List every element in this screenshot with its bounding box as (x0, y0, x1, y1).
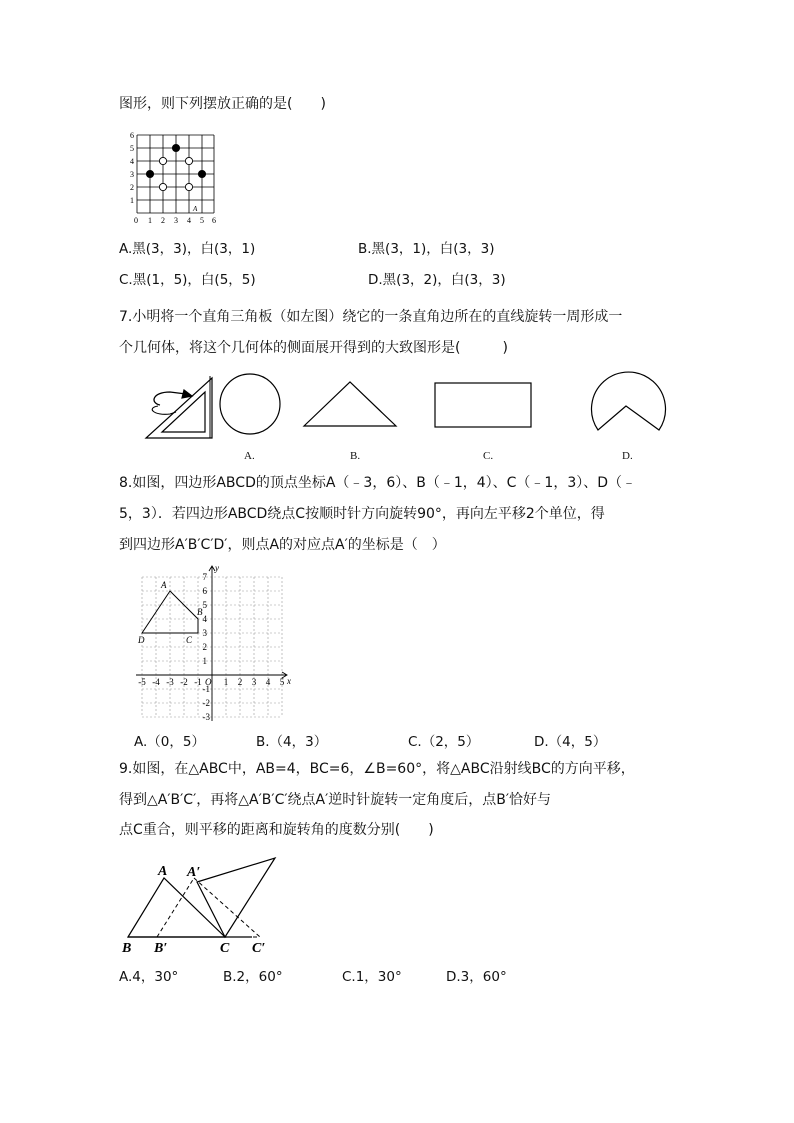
q9-option-d[interactable]: D.3，60° (446, 969, 507, 985)
q9-line-3: 点C重合，则平移的距离和旋转角的度数分别( ) (119, 822, 434, 838)
q9-label-c: C (220, 941, 230, 956)
white-stone (185, 183, 192, 190)
q8-y-tick: 1 (202, 656, 207, 666)
q6-option-b[interactable]: B.黑(3，1)，白(3，3) (358, 241, 495, 257)
q6-x-tick: 1 (148, 216, 152, 225)
q9-option-c[interactable]: C.1，30° (342, 969, 402, 985)
q9-label-a-prime: A′ (187, 865, 201, 880)
q7-label-c: C. (483, 450, 494, 462)
q8-origin-label: O (205, 677, 212, 687)
q8-line-2: 5，3）．若四边形ABCD绕点C按顺时针方向旋转90°，再向左平移2个单位，得 (119, 506, 605, 522)
q8-y-tick: 6 (202, 586, 207, 596)
q7-line-1: 7.小明将一个直角三角板（如左图）绕它的一条直角边所在的直线旋转一周形成一 (119, 309, 623, 325)
q8-y-tick: 2 (202, 642, 207, 652)
q8-y-tick: 5 (202, 600, 207, 610)
q8-x-tick: 5 (279, 677, 285, 687)
q6-y-tick: 2 (130, 183, 134, 192)
q8-x-tick: -5 (138, 677, 146, 687)
q8-x-tick: -1 (194, 677, 202, 687)
q8-vertex-c: C (186, 635, 193, 645)
q8-line-1: 8.如图，四边形ABCD的顶点坐标A（﹣3，6）、B（﹣1，4）、C（﹣1，3）、D（﹣ (119, 475, 637, 491)
black-stone (198, 170, 205, 177)
q6-stem-tail: 图形，则下列摆放正确的是( ) (119, 96, 326, 112)
q9-option-b[interactable]: B.2，60° (223, 969, 283, 985)
q6-y-tick: 6 (130, 131, 134, 140)
white-stone (159, 183, 166, 190)
q8-option-d[interactable]: D.（4，5） (534, 734, 607, 750)
q7-label-d: D. (622, 450, 633, 462)
q9-translation-figure (118, 856, 288, 956)
q8-y-tick: -3 (202, 712, 210, 722)
q8-vertex-d: D (138, 635, 145, 645)
white-stone (159, 157, 166, 164)
q8-x-tick: -4 (152, 677, 160, 687)
q7-triangle-ruler-figure (140, 372, 220, 442)
q6-y-tick: 4 (130, 157, 134, 166)
q8-coordinate-figure (134, 563, 294, 723)
q8-vertex-a: A (161, 580, 167, 590)
q6-x-tick: 3 (174, 216, 178, 225)
q8-x-tick: 3 (251, 677, 257, 687)
black-stone (146, 170, 153, 177)
q7-option-b-triangle[interactable] (302, 380, 398, 428)
q8-x-tick: 4 (265, 677, 271, 687)
q7-line-2: 个几何体，将这个几何体的侧面展开得到的大致图形是( ) (119, 340, 508, 356)
q8-option-c[interactable]: C.（2，5） (408, 734, 480, 750)
q8-option-b[interactable]: B.（4，3） (256, 734, 328, 750)
q8-x-axis-label: x (287, 676, 291, 686)
q9-line-1: 9.如图，在△ABC中，AB=4，BC=6，∠B=60°，将△ABC沿射线BC的方向平移， (119, 761, 635, 777)
black-stone (172, 144, 179, 151)
q7-label-b: B. (350, 450, 361, 462)
q8-y-tick: -2 (202, 698, 210, 708)
q7-option-a-circle[interactable] (218, 372, 282, 436)
rotated-triangle (197, 858, 275, 937)
q6-x-tick: 6 (212, 216, 216, 225)
q6-y-tick: 5 (130, 144, 134, 153)
q8-vertex-b: B (197, 607, 203, 617)
q7-option-d-sector[interactable] (589, 370, 669, 440)
q7-label-a: A. (244, 450, 255, 462)
q8-y-axis-label: y (215, 563, 219, 573)
q6-x-tick: 0 (134, 216, 138, 225)
q6-point-a-label: A (193, 205, 198, 213)
q9-line-2: 得到△A′B′C′，再将△A′B′C′绕点A′逆时针旋转一定角度后，点B′恰好与 (119, 792, 552, 808)
q9-label-a: A (158, 864, 168, 879)
q8-x-tick: -2 (180, 677, 188, 687)
q6-y-tick: 3 (130, 170, 134, 179)
q7-option-c-rectangle[interactable] (434, 382, 532, 428)
q9-option-a[interactable]: A.4，30° (119, 969, 179, 985)
q8-y-tick: 4 (202, 614, 207, 624)
q6-x-tick: 5 (200, 216, 204, 225)
q8-y-tick: -1 (202, 684, 210, 694)
q6-grid-figure (126, 130, 216, 225)
white-stone (185, 157, 192, 164)
q8-option-a[interactable]: A.（0，5） (134, 734, 205, 750)
q9-label-b-prime: B′ (154, 941, 168, 956)
q6-option-c[interactable]: C.黑(1，5)，白(5，5) (119, 272, 256, 288)
q8-line-3: 到四边形A′B′C′D′，则点A的对应点A′的坐标是（ ） (119, 537, 446, 553)
q8-x-tick: 1 (223, 677, 229, 687)
q6-x-tick: 4 (187, 216, 191, 225)
q8-x-tick: -3 (166, 677, 174, 687)
q6-option-a[interactable]: A.黑(3，3)，白(3，1) (119, 241, 256, 257)
q8-y-tick: 3 (202, 628, 207, 638)
q6-option-d[interactable]: D.黑(3，2)，白(3，3) (368, 272, 506, 288)
q6-x-tick: 2 (161, 216, 165, 225)
q9-label-c-prime: C′ (252, 941, 266, 956)
q8-y-tick: 7 (202, 572, 207, 582)
q8-x-tick: 2 (237, 677, 243, 687)
q9-label-b: B (122, 941, 132, 956)
q6-y-tick: 1 (130, 196, 134, 205)
